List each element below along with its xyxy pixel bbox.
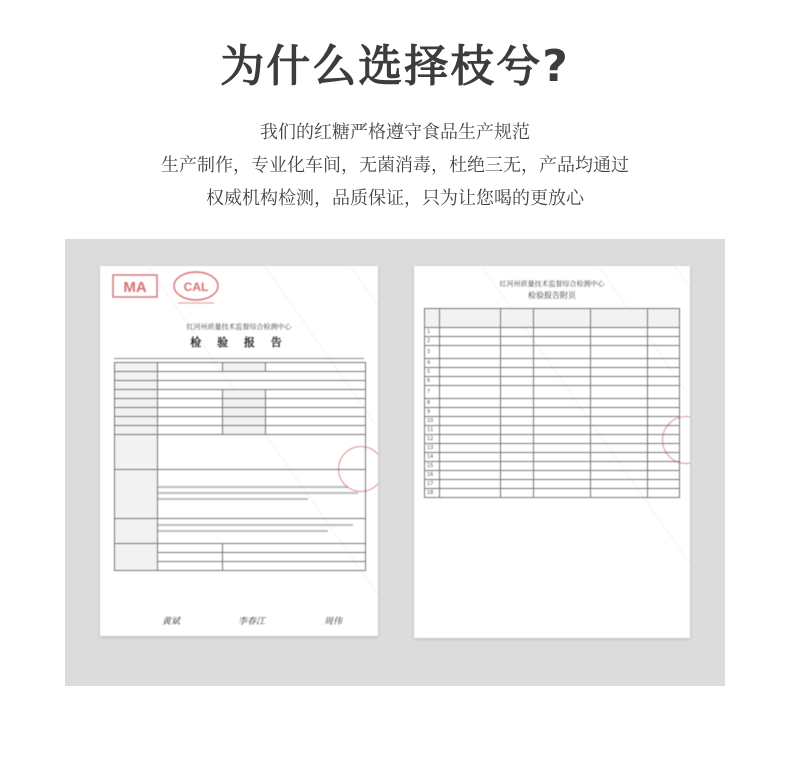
appendix-table: [424, 308, 680, 498]
row-number: 2: [425, 337, 440, 346]
report-org: 红河州质量技术监督综合检测中心: [186, 323, 292, 331]
row-number: 16: [425, 471, 440, 480]
row-number: 7: [425, 386, 440, 399]
row-number: 3: [425, 346, 440, 359]
row-number: 12: [425, 435, 440, 444]
inspection-appendix-image: [414, 266, 690, 638]
row-number: 11: [425, 426, 440, 435]
row-number: 9: [425, 408, 440, 417]
row-number: 6: [425, 377, 440, 386]
row-number: 1: [425, 328, 440, 337]
row-number: 10: [425, 417, 440, 426]
row-number: 15: [425, 462, 440, 471]
row-number: 18: [425, 489, 440, 498]
subtitle: [0, 116, 790, 215]
signature: 李春江: [238, 617, 266, 627]
row-number: 14: [425, 453, 440, 462]
red-seal-icon: [338, 446, 378, 492]
subtitle-line: 生产制作，专业化车间，无菌消毒，杜绝三无，产品均通过: [161, 155, 629, 176]
row-number: 5: [425, 368, 440, 377]
subtitle-line: 权威机构检测，品质保证，只为让您喝的更放心: [206, 188, 584, 209]
appendix-org: 红河州质量技术监督综合检测中心: [499, 280, 605, 288]
svg-text:MA: MA: [123, 279, 147, 296]
certificate-panel: [65, 239, 725, 686]
report-title: 检 验 报 告: [190, 336, 288, 349]
cma-stamp-icon: [112, 272, 158, 300]
cal-stamp-icon: [170, 270, 222, 306]
row-number: 17: [425, 480, 440, 489]
row-number: 13: [425, 444, 440, 453]
signature: 黄斌: [162, 617, 181, 627]
svg-text:CAL: CAL: [183, 280, 209, 294]
page-title: 为什么选择枝兮?: [220, 41, 570, 92]
signature: 周伟: [324, 617, 343, 627]
row-number: 4: [425, 359, 440, 368]
report-form-table: [114, 362, 366, 571]
row-number: 8: [425, 399, 440, 408]
subtitle-line: 我们的红糖严格遵守食品生产规范: [260, 122, 530, 143]
appendix-title: 检验报告附页: [528, 291, 576, 300]
inspection-report-image: [100, 266, 378, 636]
